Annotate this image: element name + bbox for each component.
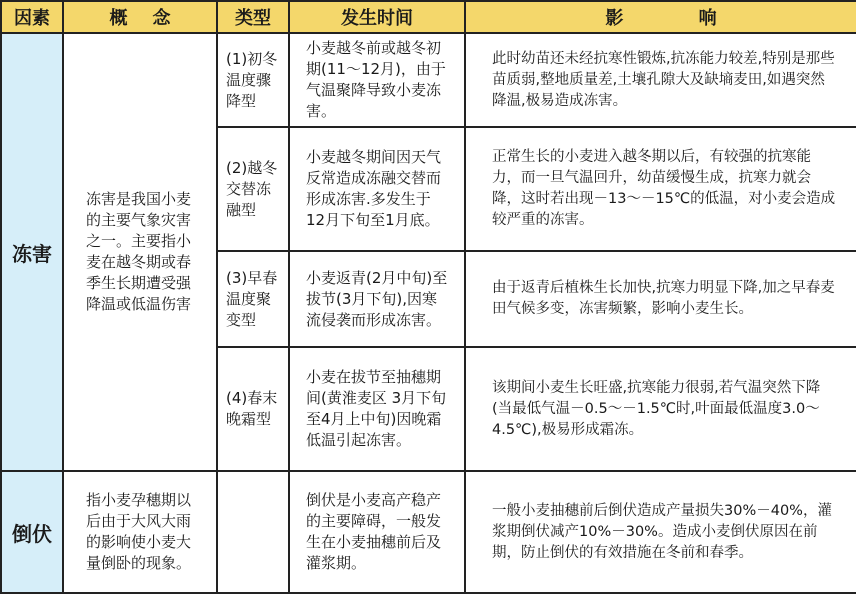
concept-frost: 冻害是我国小麦的主要气象灾害之一。主要指小麦在越冬期或春季生长期遭受强降温或低温伤害 [63,33,217,471]
impact-cell: 此时幼苗还未经抗寒性锻炼,抗冻能力较差,特别是那些苗质弱,整地质量差,土壤孔隙大及缺墒麦田,如遇突然降温,极易造成冻害。 [465,33,856,127]
table-row [1,471,856,593]
header-factor: 因素 [1,1,63,33]
header-impact: 影 响 [465,1,856,33]
impact-cell: 由于返青后植株生长加快,抗寒力明显下降,加之早春麦田气候多变，冻害频繁，影响小麦生长。 [465,251,856,347]
header-row [1,1,856,33]
type-cell: (2)越冬交替冻融型 [217,127,289,251]
time-cell: 小麦返青(2月中旬)至拔节(3月下旬),因寒流侵袭而形成冻害。 [289,251,465,347]
type-cell-empty [217,471,289,593]
impact-cell: 正常生长的小麦进入越冬期以后，有较强的抗寒能力，而一旦气温回升，幼苗缓慢生成，抗寒力就会降，这时若出现－13～－15℃的低温，对小麦会造成较严重的冻害。 [465,127,856,251]
table-row [1,33,856,127]
impact-cell: 该期间小麦生长旺盛,抗寒能力很弱,若气温突然下降(当最低气温－0.5～－1.5℃时,叶面最低温度3.0～4.5℃),极易形成霜冻。 [465,347,856,471]
concept-lodging: 指小麦孕穗期以后由于大风大雨的影响使小麦大量倒卧的现象。 [63,471,217,593]
header-concept: 概 念 [63,1,217,33]
factor-lodging: 倒伏 [1,471,63,593]
time-cell: 倒伏是小麦高产稳产的主要障碍，一般发生在小麦抽穗前后及灌浆期。 [289,471,465,593]
type-cell: (3)早春温度聚变型 [217,251,289,347]
type-cell: (1)初冬温度骤降型 [217,33,289,127]
header-type: 类型 [217,1,289,33]
type-cell: (4)春末晚霜型 [217,347,289,471]
time-cell: 小麦在拔节至抽穗期间(黄淮麦区 3月下旬至4月上中旬)因晚霜低温引起冻害。 [289,347,465,471]
header-time: 发生时间 [289,1,465,33]
time-cell: 小麦越冬期间因天气反常造成冻融交替而形成冻害.多发生于12月下旬至1月底。 [289,127,465,251]
time-cell: 小麦越冬前或越冬初期(11～12月)，由于气温聚降导致小麦冻害。 [289,33,465,127]
impact-cell: 一般小麦抽穗前后倒伏造成产量损失30%－40%，灌浆期倒伏减产10%－30%。造成小麦倒伏原因在前期，防止倒伏的有效措施在冬前和春季。 [465,471,856,593]
factor-frost: 冻害 [1,33,63,471]
